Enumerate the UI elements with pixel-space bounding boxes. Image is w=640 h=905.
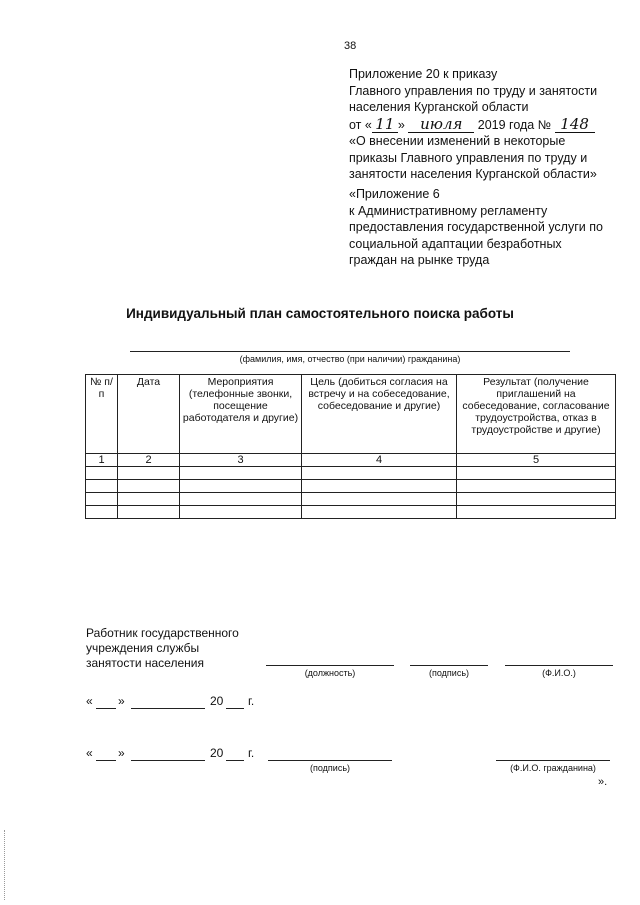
year-suffix: г.	[248, 746, 255, 760]
employee-line-1: Работник государственного	[86, 626, 239, 640]
year-text: 2019 года №	[477, 117, 552, 132]
date-line-citizen	[86, 746, 286, 762]
appendix-quote-1: «О внесении изменений в некоторые	[349, 134, 566, 148]
year-suffix: г.	[248, 694, 255, 708]
employee-line-3: занятости населения	[86, 656, 204, 670]
col-number-5: 5	[457, 454, 616, 467]
annex6-line-4: социальной адаптации безработных	[349, 236, 562, 251]
table-header-row	[86, 375, 616, 454]
name-hint: (фамилия, имя, отчество (при наличии) гражданина)	[239, 354, 461, 364]
name-field-line	[130, 351, 570, 352]
table-row	[86, 493, 616, 506]
table-numbering-row	[86, 454, 616, 467]
signature-line	[410, 665, 488, 666]
year-prefix: 20	[210, 746, 224, 760]
appendix-header	[349, 66, 639, 183]
table-row	[86, 506, 616, 519]
handwritten-number: 148	[555, 116, 595, 134]
handwritten-day: 11	[372, 116, 398, 134]
plan-table	[85, 374, 616, 519]
handwritten-month: июля	[408, 116, 474, 134]
appendix-date-line	[349, 116, 639, 134]
table-row	[86, 467, 616, 480]
citizen-fio-line	[496, 760, 610, 761]
header-activities: Мероприятия (телефонные звонки, посещение работодателя и другие)	[180, 375, 302, 454]
table-row	[86, 480, 616, 493]
annex6-header	[349, 186, 639, 269]
citizen-signature-hint: (подпись)	[309, 763, 351, 773]
position-line	[266, 665, 394, 666]
date-open-quote: «	[86, 694, 93, 708]
closing-quote: ».	[598, 776, 608, 788]
date-close-quote: »	[118, 746, 125, 760]
appendix-quote-3: занятости населения Курганской области»	[349, 167, 597, 181]
header-number: № п/п	[86, 375, 118, 454]
date-prefix: от «	[349, 117, 372, 132]
position-hint: (должность)	[304, 668, 356, 678]
date-close-quote: »	[118, 694, 125, 708]
col-number-4: 4	[302, 454, 457, 467]
date-line-employee	[86, 694, 286, 710]
annex6-line-3: предоставления государственной услуги по	[349, 220, 603, 234]
year-prefix: 20	[210, 694, 224, 708]
date-open-quote: «	[86, 746, 93, 760]
header-goal: Цель (добиться согласия на встречу и на собеседование, собеседование и другие)	[302, 375, 457, 454]
document-title: Индивидуальный план самостоятельного поиска работы	[126, 306, 514, 321]
appendix-line-2: Главного управления по труду и занятости	[349, 83, 598, 98]
col-number-3: 3	[180, 454, 302, 467]
appendix-quote-2: приказы Главного управления по труду и	[349, 150, 588, 165]
citizen-fio-hint: (Ф.И.О. гражданина)	[510, 763, 596, 773]
fio-hint: (Ф.И.О.)	[542, 668, 576, 678]
header-result: Результат (получение приглашений на собеседование, согласование трудоустройства, отказ в трудоустройстве и другие)	[457, 375, 616, 454]
appendix-line-3: населения Курганской области	[349, 100, 529, 114]
annex6-line-5: граждан на рынке труда	[349, 253, 490, 267]
col-number-1: 1	[86, 454, 118, 467]
date-mid: »	[397, 117, 405, 132]
header-date: Дата	[118, 375, 180, 454]
scan-margin-marks	[4, 830, 8, 900]
citizen-signature-line	[268, 760, 392, 761]
signature-hint: (подпись)	[428, 668, 470, 678]
employee-line-2: учреждения службы	[86, 641, 200, 655]
fio-line	[505, 665, 613, 666]
employee-label	[86, 626, 239, 671]
annex6-line-1: «Приложение 6	[349, 187, 440, 201]
appendix-line-1: Приложение 20 к приказу	[349, 67, 498, 81]
annex6-line-2: к Административному регламенту	[349, 203, 548, 218]
page-number: 38	[344, 40, 357, 52]
col-number-2: 2	[118, 454, 180, 467]
